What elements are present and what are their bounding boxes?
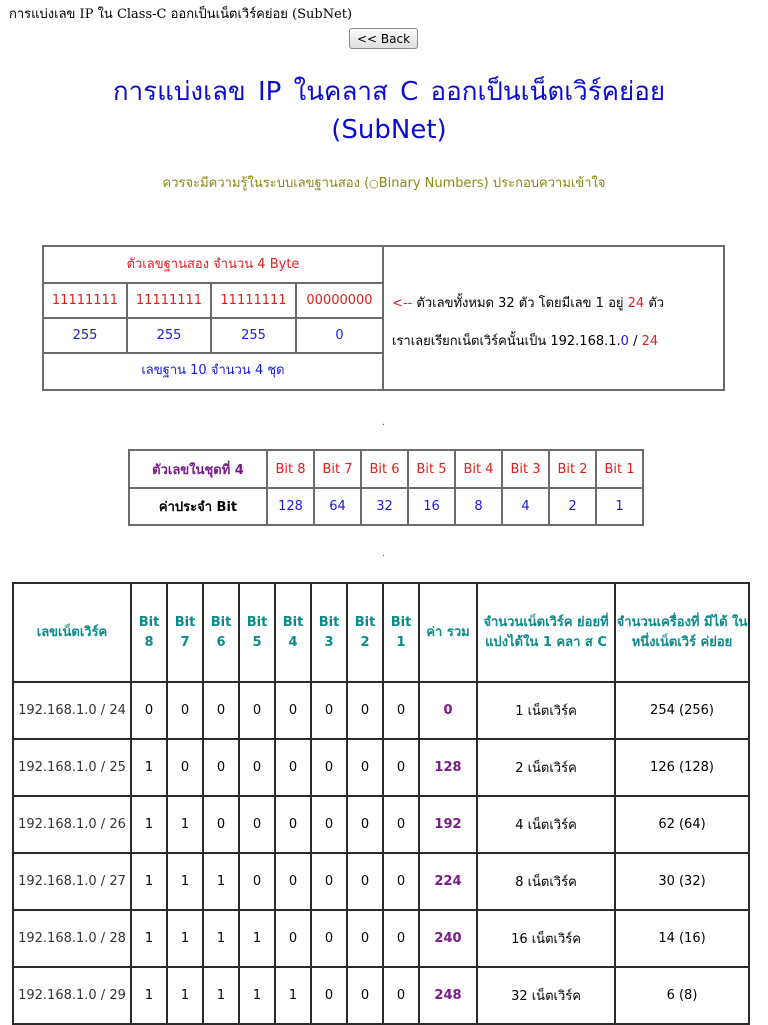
table-row <box>13 910 749 967</box>
bit-cell: 0 <box>239 739 275 796</box>
subnet-count-cell: 32 เน็ตเวิร์ค <box>477 967 615 1024</box>
sum-cell: 192 <box>419 796 477 853</box>
bit-value: 1 <box>596 488 643 525</box>
bit-cell: 0 <box>239 796 275 853</box>
bit-cell: 0 <box>383 682 419 739</box>
bit-cell: 0 <box>311 739 347 796</box>
bit-cell: 1 <box>203 910 239 967</box>
bit-cell: 0 <box>203 739 239 796</box>
network-address-cell: 192.168.1.0 / 26 <box>13 796 131 853</box>
bit-cell: 0 <box>311 796 347 853</box>
decimal-byte-1: 255 <box>44 319 128 354</box>
column-header: Bit 1 <box>383 583 419 682</box>
subnet-table <box>12 582 750 1025</box>
column-header: ค่า รวม <box>419 583 477 682</box>
network-zero: 0 <box>620 334 629 349</box>
binary-explanation-table <box>42 245 725 391</box>
sum-cell: 248 <box>419 967 477 1024</box>
heading-line-1: การแบ่งเลข IP ในคลาส C ออกเป็นเน็ตเวิร์คย่อย <box>112 77 666 107</box>
bit-cell: 0 <box>383 739 419 796</box>
bit-count-unit: ตัว <box>644 296 665 311</box>
bit-cell: 1 <box>239 910 275 967</box>
bit-cell: 1 <box>131 910 167 967</box>
binary-byte-3: 11111111 <box>212 284 297 319</box>
bit-cell: 0 <box>383 967 419 1024</box>
subtitle-text-before: ควรจะมีความรู้ในระบบเลขฐานสอง ( <box>162 176 370 191</box>
bit-value: 4 <box>502 488 549 525</box>
bit-cell: 0 <box>167 739 203 796</box>
back-button[interactable]: << Back <box>349 28 418 49</box>
network-slash: / <box>628 334 642 349</box>
bit-cell: 0 <box>311 910 347 967</box>
binary-byte-1: 11111111 <box>44 284 128 319</box>
bit-count-note <box>392 292 664 313</box>
bit-cell: 0 <box>203 796 239 853</box>
network-address-cell: 192.168.1.0 / 27 <box>13 853 131 910</box>
separator-dot: . <box>382 417 386 428</box>
column-header: Bit 4 <box>275 583 311 682</box>
bit-cell: 1 <box>131 853 167 910</box>
binary-byte-4: 00000000 <box>297 284 382 319</box>
bit-cell: 0 <box>275 853 311 910</box>
bit-cell: 0 <box>275 796 311 853</box>
subnet-count-cell: 16 เน็ตเวิร์ค <box>477 910 615 967</box>
left-arrow-icon: <-- <box>392 296 413 311</box>
bit-label-row <box>129 450 643 488</box>
host-count-cell: 254 (256) <box>615 682 749 739</box>
binary-grid <box>44 247 384 389</box>
bit-label: Bit 4 <box>455 450 502 488</box>
column-header: Bit 2 <box>347 583 383 682</box>
bit-cell: 1 <box>167 796 203 853</box>
bit-label: Bit 8 <box>267 450 314 488</box>
bit-label: Bit 1 <box>596 450 643 488</box>
bit-cell: 1 <box>167 853 203 910</box>
bit-cell: 0 <box>167 682 203 739</box>
column-header: Bit 3 <box>311 583 347 682</box>
bit-value: 2 <box>549 488 596 525</box>
bit-cell: 0 <box>275 910 311 967</box>
bit-cell: 0 <box>239 682 275 739</box>
separator-dot: . <box>382 548 386 559</box>
table-row <box>13 967 749 1024</box>
bit-cell: 0 <box>347 739 383 796</box>
sum-cell: 128 <box>419 739 477 796</box>
bit-label: Bit 5 <box>408 450 455 488</box>
subtitle <box>0 172 768 193</box>
bit-cell: 0 <box>311 853 347 910</box>
table-row <box>13 796 749 853</box>
main-heading <box>0 73 768 149</box>
column-header: Bit 7 <box>167 583 203 682</box>
subnet-count-cell: 4 เน็ตเวิร์ค <box>477 796 615 853</box>
network-name-note <box>392 330 658 351</box>
decimal-footer: เลขฐาน 10 จำนวน 4 ชุด <box>141 363 285 378</box>
table-row <box>13 739 749 796</box>
bit-count-text: ตัวเลขทั้งหมด 32 ตัว โดยมีเลข 1 อยู่ <box>412 296 628 311</box>
bit-label: Bit 2 <box>549 450 596 488</box>
subnet-count-cell: 2 เน็ตเวิร์ค <box>477 739 615 796</box>
bit-label: Bit 3 <box>502 450 549 488</box>
sum-cell: 224 <box>419 853 477 910</box>
bit-cell: 1 <box>131 796 167 853</box>
decimal-byte-2: 255 <box>128 319 212 354</box>
network-prefix: 24 <box>641 334 659 349</box>
table-row <box>13 853 749 910</box>
bit-cell: 0 <box>383 853 419 910</box>
page-title: การแบ่งเลข IP ใน Class-C ออกเป็นเน็ตเวิร์คย่อย (SubNet) <box>9 7 353 22</box>
bit-cell: 0 <box>311 967 347 1024</box>
circle-icon: ○ <box>369 177 379 190</box>
bit-count-value: 24 <box>627 296 645 311</box>
bit-cell: 0 <box>275 739 311 796</box>
bit-cell: 0 <box>347 853 383 910</box>
bit-cell: 1 <box>167 910 203 967</box>
bit-cell: 1 <box>131 739 167 796</box>
bit-cell: 0 <box>275 682 311 739</box>
bit-cell: 0 <box>131 682 167 739</box>
host-count-cell: 126 (128) <box>615 739 749 796</box>
column-header: Bit 6 <box>203 583 239 682</box>
bit-cell: 0 <box>347 796 383 853</box>
bit-value: 16 <box>408 488 455 525</box>
heading-line-2: (SubNet) <box>331 115 447 145</box>
table-row <box>13 682 749 739</box>
value-row-label: ค่าประจำ Bit <box>129 488 267 525</box>
bit-label: Bit 7 <box>314 450 361 488</box>
column-header: จำนวนเครื่องที่ มีได้ ในหนึ่งเน็ตเวิร์ ค่ย่อย <box>615 583 749 682</box>
bit-cell: 0 <box>311 682 347 739</box>
subnet-header-row <box>13 583 749 682</box>
sum-cell: 240 <box>419 910 477 967</box>
bit-row-label: ตัวเลขในชุดที่ 4 <box>129 450 267 488</box>
bit-value: 64 <box>314 488 361 525</box>
bit-cell: 0 <box>383 796 419 853</box>
subnet-count-cell: 1 เน็ตเวิร์ค <box>477 682 615 739</box>
subtitle-text-after: Binary Numbers) ประกอบความเข้าใจ <box>378 176 606 191</box>
bit-cell: 1 <box>275 967 311 1024</box>
bit-cell: 1 <box>131 967 167 1024</box>
bit-cell: 0 <box>203 682 239 739</box>
network-address-cell: 192.168.1.0 / 25 <box>13 739 131 796</box>
bit-cell: 0 <box>347 967 383 1024</box>
host-count-cell: 30 (32) <box>615 853 749 910</box>
network-name-text: เราเลยเรียกเน็ตเวิร์คนั้นเป็น 192.168.1. <box>392 334 621 349</box>
binary-byte-2: 11111111 <box>128 284 212 319</box>
bit-value-row <box>129 488 643 525</box>
host-count-cell: 6 (8) <box>615 967 749 1024</box>
bit-cell: 1 <box>167 967 203 1024</box>
subnet-count-cell: 8 เน็ตเวิร์ค <box>477 853 615 910</box>
bit-cell: 1 <box>203 853 239 910</box>
host-count-cell: 62 (64) <box>615 796 749 853</box>
network-address-cell: 192.168.1.0 / 28 <box>13 910 131 967</box>
column-header: Bit 8 <box>131 583 167 682</box>
column-header: เลขเน็ตเวิร์ค <box>13 583 131 682</box>
bit-cell: 0 <box>347 910 383 967</box>
sum-cell: 0 <box>419 682 477 739</box>
column-header: Bit 5 <box>239 583 275 682</box>
column-header: จำนวนเน็ตเวิร์ค ย่อยที่ แบ่งได้ใน 1 คลา ส C <box>477 583 615 682</box>
bit-value: 32 <box>361 488 408 525</box>
network-address-cell: 192.168.1.0 / 24 <box>13 682 131 739</box>
binary-header: ตัวเลขฐานสอง จำนวน 4 Byte <box>44 247 382 284</box>
bit-value-table <box>128 449 644 526</box>
decimal-byte-4: 0 <box>297 319 382 354</box>
bit-label: Bit 6 <box>361 450 408 488</box>
network-address-cell: 192.168.1.0 / 29 <box>13 967 131 1024</box>
bit-cell: 0 <box>239 853 275 910</box>
bit-cell: 0 <box>383 910 419 967</box>
decimal-byte-3: 255 <box>212 319 297 354</box>
host-count-cell: 14 (16) <box>615 910 749 967</box>
bit-cell: 0 <box>347 682 383 739</box>
bit-value: 8 <box>455 488 502 525</box>
bit-cell: 1 <box>203 967 239 1024</box>
bit-cell: 1 <box>239 967 275 1024</box>
bit-value: 128 <box>267 488 314 525</box>
